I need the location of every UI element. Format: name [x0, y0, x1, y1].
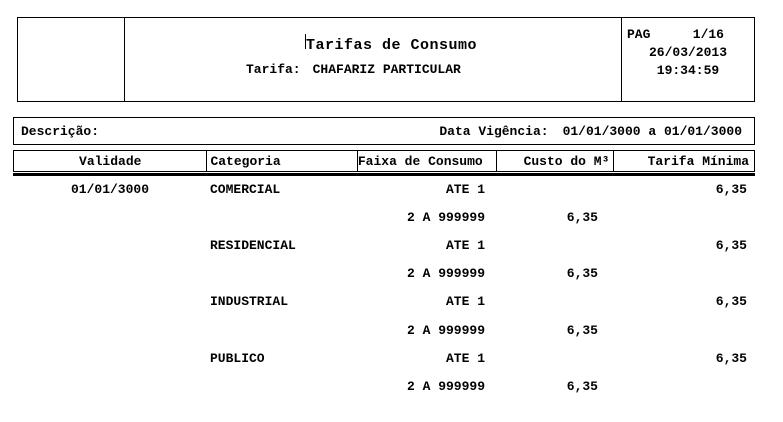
report-subtitle	[246, 62, 461, 77]
tariff-value: CHAFARIZ PARTICULAR	[312, 62, 461, 77]
table-cell: 6,35	[715, 237, 747, 253]
table-cell: 2 A 999999	[406, 322, 485, 338]
table-cell: INDUSTRIAL	[210, 294, 289, 310]
table-row	[13, 264, 755, 284]
table-row	[13, 235, 755, 255]
report-header	[17, 17, 755, 102]
table-cell: 6,35	[715, 294, 747, 310]
page-label: PAG	[627, 27, 651, 42]
validity-value: 01/01/3000 a 01/01/3000	[562, 123, 742, 139]
page-row	[627, 27, 724, 42]
table-row	[13, 292, 755, 312]
description-bar	[13, 117, 755, 145]
table-cell: 6,35	[566, 378, 598, 394]
table-row	[13, 179, 755, 199]
column-header-categoria: Categoria	[207, 151, 358, 171]
column-header-tarifa-minima: Tarifa Mínima	[647, 153, 750, 169]
table-cell: 2 A 999999	[406, 378, 485, 394]
table-cell: ATE 1	[445, 181, 485, 197]
table-cell: ATE 1	[445, 350, 485, 366]
report-title: Tarifas de Consumo	[306, 37, 478, 54]
tariff-label: Tarifa:	[246, 62, 301, 77]
report-date: 26/03/2013	[648, 45, 727, 60]
table-cell: ATE 1	[445, 237, 485, 253]
validity-group	[439, 124, 754, 139]
table-cell: 6,35	[566, 322, 598, 338]
table-header	[13, 150, 755, 172]
table-cell: RESIDENCIAL	[210, 237, 296, 253]
table-cell: 6,35	[715, 350, 747, 366]
table-cell: ATE 1	[445, 294, 485, 310]
page-number: 1/16	[692, 27, 724, 42]
validity-label: Data Vigência:	[439, 123, 549, 139]
column-header-validade: Validade	[14, 151, 207, 171]
table-cell: 6,35	[566, 266, 598, 282]
table-cell: 6,35	[715, 181, 747, 197]
table-cell: 01/01/3000	[70, 181, 149, 197]
table-row	[13, 320, 755, 340]
description-label: Descrição:	[21, 123, 100, 139]
header-separator-rule	[13, 173, 755, 176]
column-header-custo: Custo do M³	[497, 151, 615, 171]
table-row	[13, 348, 755, 368]
table-cell: 6,35	[566, 209, 598, 225]
report-time: 19:34:59	[656, 63, 720, 78]
column-header-faixa: Faixa de Consumo	[358, 151, 497, 171]
table-cell: 2 A 999999	[406, 209, 485, 225]
table-row	[13, 207, 755, 227]
page-info-box	[621, 18, 754, 101]
table-row	[13, 376, 755, 396]
table-cell: PUBLICO	[210, 350, 265, 366]
logo-box	[18, 18, 125, 101]
table-cell: COMERCIAL	[210, 181, 281, 197]
table-cell: 2 A 999999	[406, 266, 485, 282]
